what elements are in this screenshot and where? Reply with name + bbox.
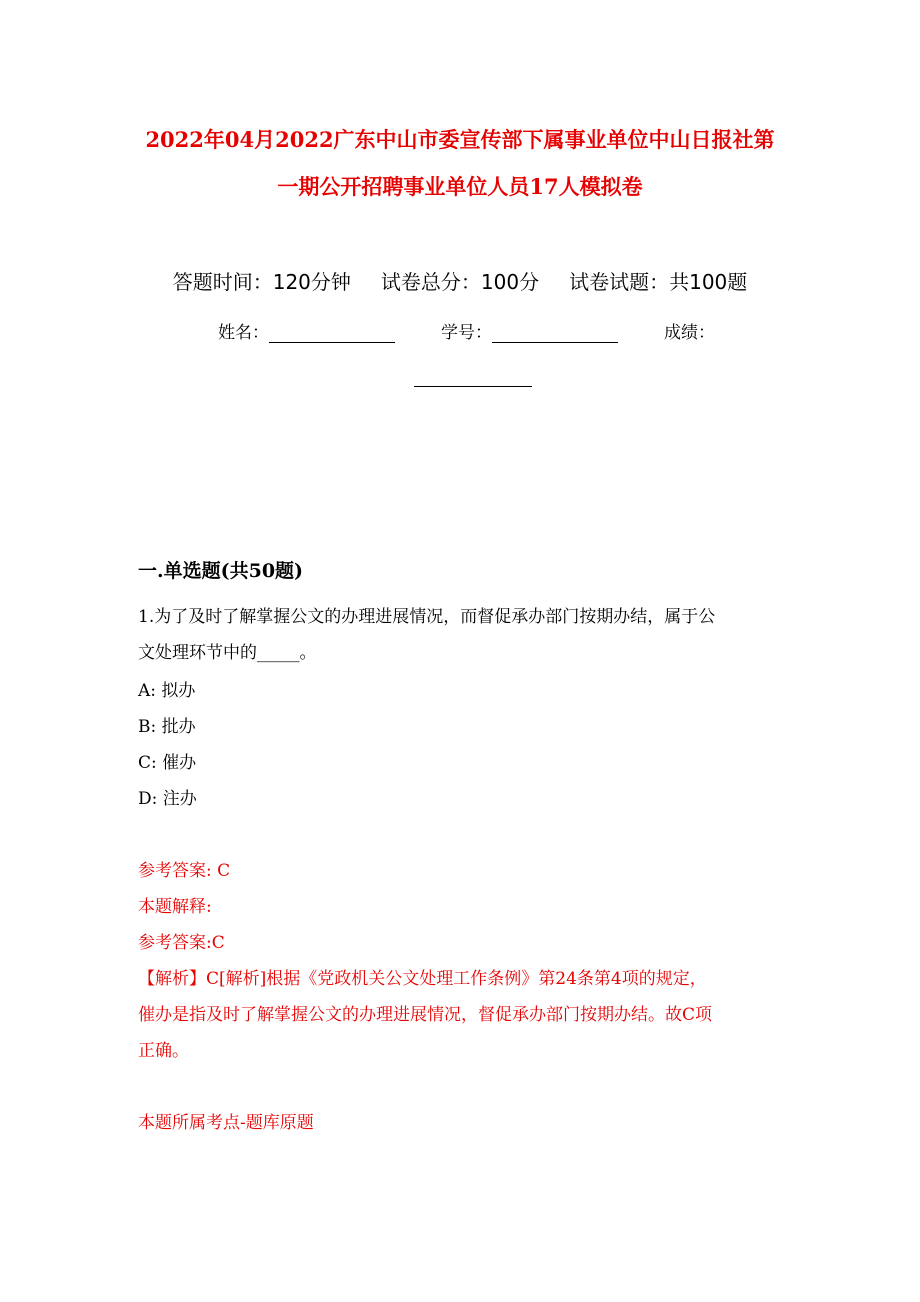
score-label: 成绩： [664,323,715,343]
student-id-blank[interactable] [492,322,618,343]
section-title: 一.单选题(共50题) [138,560,304,582]
score-blank[interactable] [414,386,532,387]
name-blank[interactable] [269,322,395,343]
option-d: D: 注办 [138,789,197,809]
question-stem-line-1: 1.为了及时了解掌握公文的办理进展情况，而督促承办部门按期办结，属于公 [138,607,716,627]
exam-time: 答题时间：120分钟 [172,270,351,294]
name-label: 姓名： [218,323,269,343]
analysis-line-1: 【解析】C[解析]根据《党政机关公文处理工作条例》第24条第4项的规定， [138,969,707,989]
analysis-line-2: 催办是指及时了解掌握公文的办理进展情况，督促承办部门按期办结。故C项 [138,1005,713,1025]
question-source: 本题所属考点-题库原题 [138,1113,314,1133]
exam-info [0,266,920,295]
explanation-label: 本题解释: [138,897,212,917]
student-id-label: 学号： [441,323,492,343]
option-a: A: 拟办 [138,681,196,701]
document-title-line-1: 2022年04月2022广东中山市委宣传部下属事业单位中山日报社第 [145,127,775,152]
exam-total-score: 试卷总分：100分 [380,270,540,294]
exam-question-count: 试卷试题：共100题 [569,270,748,294]
analysis-line-3: 正确。 [138,1041,189,1061]
reference-answer-2: 参考答案:C [138,933,225,953]
document-title-line-2: 一期公开招聘事业单位人员17人模拟卷 [277,174,643,199]
reference-answer: 参考答案: C [138,861,231,881]
question-stem-line-2: 文处理环节中的_____。 [138,643,317,663]
option-c: C: 催办 [138,753,197,773]
student-info-row [218,318,715,343]
option-b: B: 批办 [138,717,196,737]
